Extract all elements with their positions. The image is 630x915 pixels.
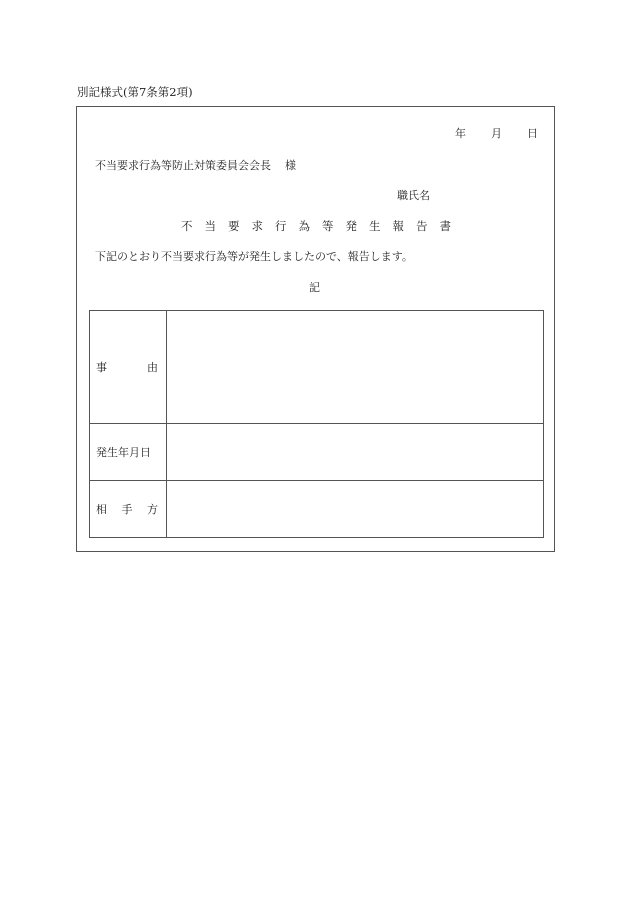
recipient-name: 不当要求行為等防止対策委員会会長 [95, 159, 271, 172]
report-detail-table [89, 310, 544, 538]
date-line [455, 125, 538, 141]
occurrence-date-value-cell[interactable] [167, 424, 544, 481]
reason-value-cell[interactable] [167, 311, 544, 424]
table-row-counterparty [90, 481, 544, 538]
reason-label-char: 事 [96, 361, 107, 374]
reason-label-char: 由 [147, 361, 158, 374]
counterparty-label-char: 相 [96, 503, 107, 516]
intro-text: 下記のとおり不当要求行為等が発生しましたので、報告します。 [95, 250, 413, 263]
report-form-frame [76, 106, 555, 552]
date-year-label: 年 [455, 127, 466, 140]
document-title: 不当要求行為等発生報告書 [181, 219, 463, 233]
reason-label-cell [90, 311, 167, 424]
counterparty-value-cell[interactable] [167, 481, 544, 538]
sender-name-label: 職氏名 [397, 189, 430, 202]
occurrence-date-label-cell: 発生年月日 [90, 424, 167, 481]
ki-label: 記 [309, 281, 320, 294]
counterparty-label-cell [90, 481, 167, 538]
table-row-reason [90, 311, 544, 424]
table-row-occurrence-date [90, 424, 544, 481]
form-reference: 別記様式(第7条第2項) [77, 85, 193, 99]
recipient-honorific: 様 [285, 159, 296, 172]
counterparty-label-char: 手 [121, 503, 133, 516]
recipient-line [95, 157, 296, 173]
date-month-label: 月 [491, 127, 502, 140]
counterparty-label-char: 方 [147, 503, 158, 516]
date-day-label: 日 [527, 127, 538, 140]
